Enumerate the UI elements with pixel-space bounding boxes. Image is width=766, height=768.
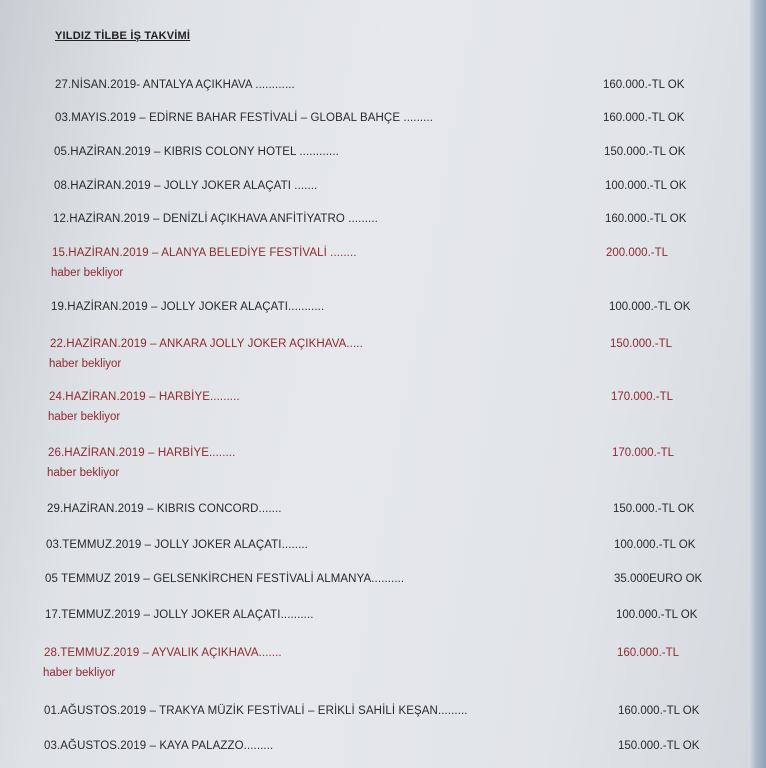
event-text: 27.NİSAN.2019- ANTALYA AÇIKHAVA ............ [55,79,295,91]
schedule-entry [0,338,750,370]
event-text: 26.HAZİRAN.2019 – HARBİYE........ [48,447,236,459]
schedule-entry [0,647,750,679]
event-text: 19.HAZİRAN.2019 – JOLLY JOKER ALAÇATI........... [51,301,325,313]
schedule-entry [0,503,750,523]
status-note: haber bekliyor [51,267,124,279]
event-text: 05 TEMMUZ 2019 – GELSENKİRCHEN FESTİVALİ ALMANYA.......... [45,573,405,585]
price-text: 160.000.-TL OK [603,79,685,91]
price-text: 160.000.-TL OK [605,213,687,225]
event-text: 12.HAZİRAN.2019 – DENİZLİ AÇIKHAVA ANFİTİYATRO ......... [53,213,378,225]
event-text: 22.HAZİRAN.2019 – ANKARA JOLLY JOKER AÇIKHAVA..... [50,338,363,350]
price-text: 150.000.-TL [610,338,673,350]
event-text: 03.TEMMUZ.2019 – JOLLY JOKER ALAÇATI........ [46,539,308,551]
event-text: 05.HAZİRAN.2019 – KIBRIS COLONY HOTEL ............ [54,146,339,158]
event-text: 29.HAZİRAN.2019 – KIBRIS CONCORD....... [47,503,282,515]
price-text: 150.000.-TL OK [613,503,695,515]
price-text: 160.000.-TL [617,647,680,659]
event-text: 01.AĞUSTOS.2019 – TRAKYA MÜZİK FESTİVALİ – ERİKLİ SAHİLİ KEŞAN......... [44,705,468,717]
schedule-entry [0,213,750,233]
event-text: 15.HAZİRAN.2019 – ALANYA BELEDİYE FESTİVALİ ........ [52,247,357,259]
price-text: 35.000EURO OK [614,573,703,585]
event-text: 17.TEMMUZ.2019 – JOLLY JOKER ALAÇATI.......... [45,609,314,621]
price-text: 100.000.-TL OK [616,609,698,621]
price-text: 170.000.-TL [612,447,675,459]
price-text: 150.000.-TL OK [618,740,700,752]
price-text: 100.000.-TL OK [605,180,687,192]
status-note: haber bekliyor [43,667,116,679]
event-text: 08.HAZİRAN.2019 – JOLLY JOKER ALAÇATI ....... [54,180,318,192]
schedule-entry [0,609,750,629]
schedule-entry [0,112,750,132]
event-text: 03.AĞUSTOS.2019 – KAYA PALAZZO......... [44,740,274,752]
schedule-entry [0,247,750,279]
price-text: 200.000.-TL [606,247,669,259]
price-text: 160.000.-TL OK [618,705,700,717]
event-text: 28.TEMMUZ.2019 – AYVALIK AÇIKHAVA....... [44,647,282,659]
schedule-entry [0,146,750,166]
schedule-entry [0,740,750,760]
schedule-entry [0,539,750,559]
price-text: 160.000.-TL OK [603,112,685,124]
price-text: 100.000.-TL OK [609,301,691,313]
price-text: 150.000.-TL OK [604,146,686,158]
document-title: YILDIZ TİLBE İŞ TAKVİMİ [55,30,191,42]
schedule-entry [0,301,750,321]
schedule-entry [0,391,750,423]
event-text: 24.HAZİRAN.2019 – HARBİYE......... [49,391,240,403]
price-text: 100.000.-TL OK [614,539,696,551]
price-text: 170.000.-TL [611,391,674,403]
schedule-entry [0,79,750,99]
event-text: 03.MAYIS.2019 – EDİRNE BAHAR FESTİVALİ – GLOBAL BAHÇE ......... [55,112,434,124]
schedule-entry [0,180,750,200]
status-note: haber bekliyor [49,358,122,370]
status-note: haber bekliyor [47,467,120,479]
schedule-entry [0,705,750,725]
status-note: haber bekliyor [48,411,121,423]
schedule-entry [0,447,750,479]
schedule-entry [0,573,750,593]
